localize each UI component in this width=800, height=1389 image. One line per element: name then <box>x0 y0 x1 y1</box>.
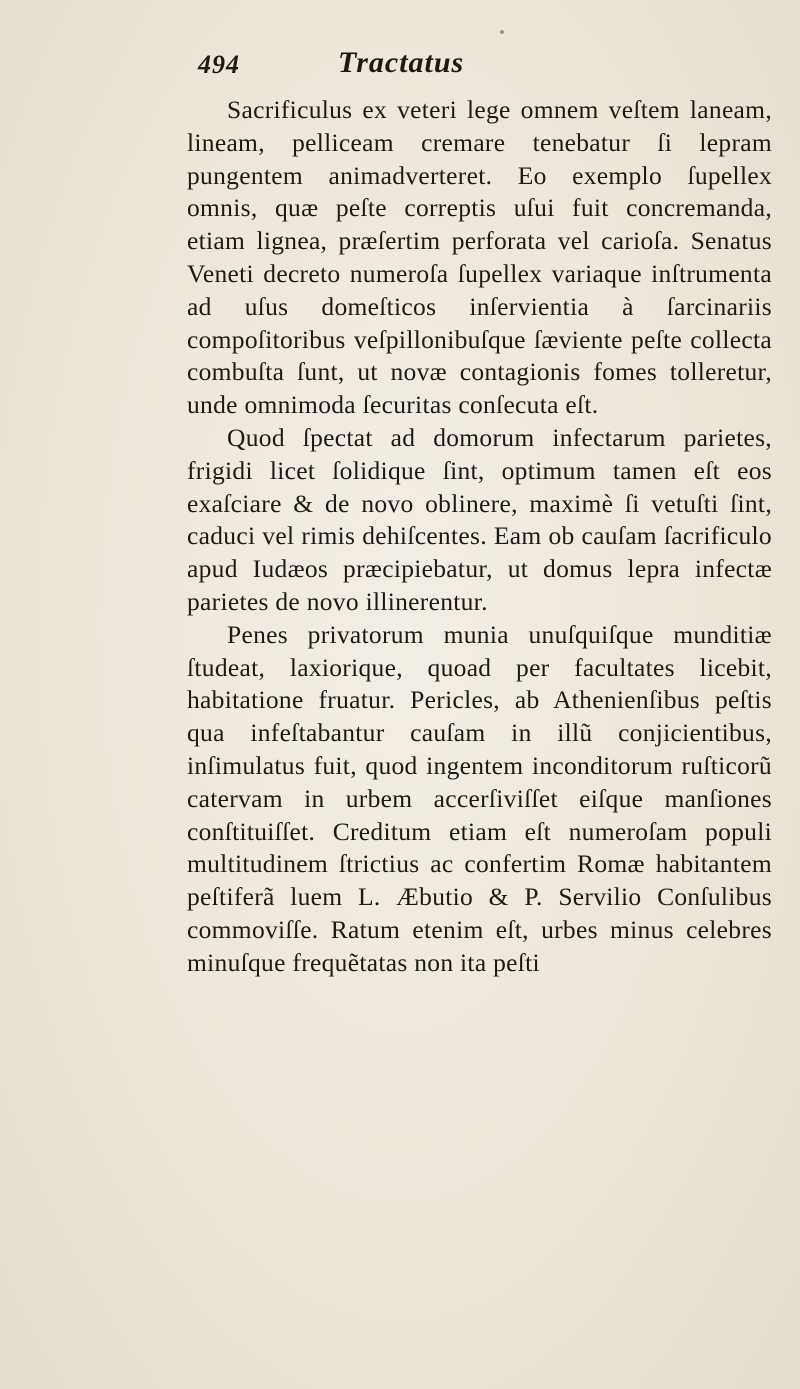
paragraph: Sacrificulus ex veteri lege omnem veſtem laneam, lineam, pelliceam cremare tenebatur ſi lepram pungentem animadverteret. Eo exemplo ſupellex omnis, quæ peſte correptis uſui fuit concremanda, etiam lignea, præſertim perforata vel carioſa. Senatus Veneti decreto numeroſa ſupellex variaque inſtrumenta ad uſus domeſticos inſervientia à ſarcinariis compoſitoribus veſpillonibuſque ſæviente peſte collecta combuſta ſunt, ut novæ contagionis fomes tolleretur, unde omnimoda ſecuritas conſecuta eſt. <box>187 95 772 420</box>
ink-speck <box>500 30 504 34</box>
page-header <box>0 46 800 100</box>
page-number: 494 <box>198 50 240 79</box>
running-head: Tractatus <box>338 46 465 79</box>
body-text <box>187 94 772 980</box>
paragraph: Quod ſpectat ad domorum infectarum parietes, frigidi licet ſolidique ſint, optimum tamen eſt eos exaſciare & de novo oblinere, maximè ſi vetuſti ſint, caduci vel rimis dehiſcentes. Eam ob cauſam ſacrificulo apud Iudæos præcipiebatur, ut domus lepra infectæ parietes de novo illinerentur. <box>187 422 772 616</box>
paragraph: Penes privatorum munia unuſquiſque munditiæ ſtudeat, laxiorique, quoad per facultates licebit, habitatione fruatur. Pericles, ab Athenienſibus peſtis qua infeſtabantur cauſam in illũ conjicientibus, inſimulatus fuit, quod ingentem inconditorum ruſticorũ catervam in urbem accerſiviſſet eiſque manſiones conſtituiſſet. Creditum etiam eſt numeroſam populi multitudinem ſtrictius ac confertim Romæ habitantem peſtiferã luem L. Æbutio & P. Servilio Conſulibus commoviſſe. Ratum etenim eſt, urbes minus celebres minuſque frequẽtatas non ita peſti <box>187 619 772 977</box>
